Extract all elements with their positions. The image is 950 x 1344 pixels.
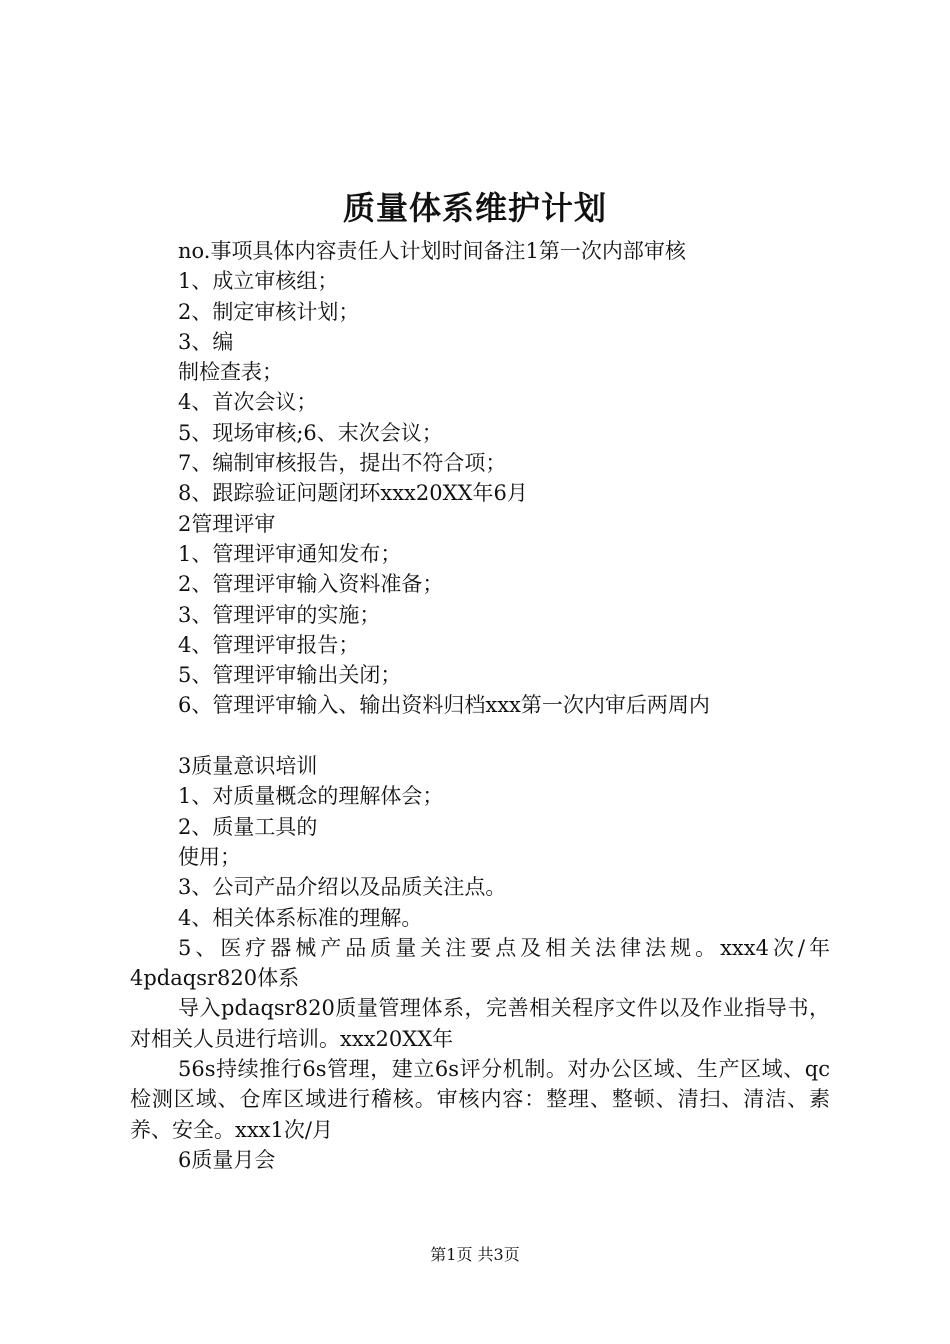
document-title: 质量体系维护计划 [342, 189, 607, 227]
paragraph: 导入pdaqsr820质量管理体系，完善相关程序文件以及作业指导书，对相关人员进行培训。xxx20XX年 [130, 996, 830, 1051]
text-line: no.事项具体内容责任人计划时间备注1第一次内部审核 [178, 239, 686, 263]
text-line: 4、首次会议； [178, 390, 318, 415]
section-heading: 3质量意识培训 [178, 754, 318, 779]
text-line: 6、管理评审输入、输出资料归档xxx第一次内审后两周内 [178, 693, 710, 718]
paragraph: 56s持续推行6s管理，建立6s评分机制。对办公区域、生产区域、qc检测区域、仓库区域进行稽核。审核内容：整理、整顿、清扫、清洁、素养、安全。xxx1次/月 [130, 1057, 830, 1142]
text-line: 5、现场审核;6、末次会议； [178, 420, 443, 445]
text-line: 2、制定审核计划； [178, 299, 360, 324]
text-line: 2、管理评审输入资料准备； [178, 572, 444, 597]
document-body [130, 236, 830, 1175]
text-line: 2、质量工具的 [178, 814, 318, 839]
text-line: 4、相关体系标准的理解。 [178, 905, 423, 930]
text-line: 3、管理评审的实施； [178, 602, 381, 627]
paragraph: 5、医疗器械产品质量关注要点及相关法律法规。xxx4次/年4pdaqsr820体系 [130, 935, 830, 991]
blank-line [130, 721, 830, 751]
text-line: 1、管理评审通知发布； [178, 541, 402, 566]
text-line: 3、编 [178, 329, 234, 354]
section-heading: 2管理评审 [178, 511, 276, 536]
paragraph: 6质量月会 [178, 1147, 276, 1172]
text-line: 4、管理评审报告； [178, 632, 360, 657]
text-line: 8、跟踪验证问题闭环xxx20XX年6月 [178, 481, 528, 506]
text-line: 制检查表； [178, 360, 283, 385]
text-line: 3、公司产品介绍以及品质关注点。 [178, 875, 507, 900]
text-line: 1、成立审核组； [178, 269, 339, 294]
text-line: 1、对质量概念的理解体会； [178, 784, 444, 809]
text-line: 5、管理评审输出关闭； [178, 663, 402, 688]
text-line: 使用； [178, 844, 241, 869]
page-footer: 第1页 共3页 [430, 1245, 520, 1264]
text-line: 7、编制审核报告，提出不符合项； [178, 451, 507, 476]
